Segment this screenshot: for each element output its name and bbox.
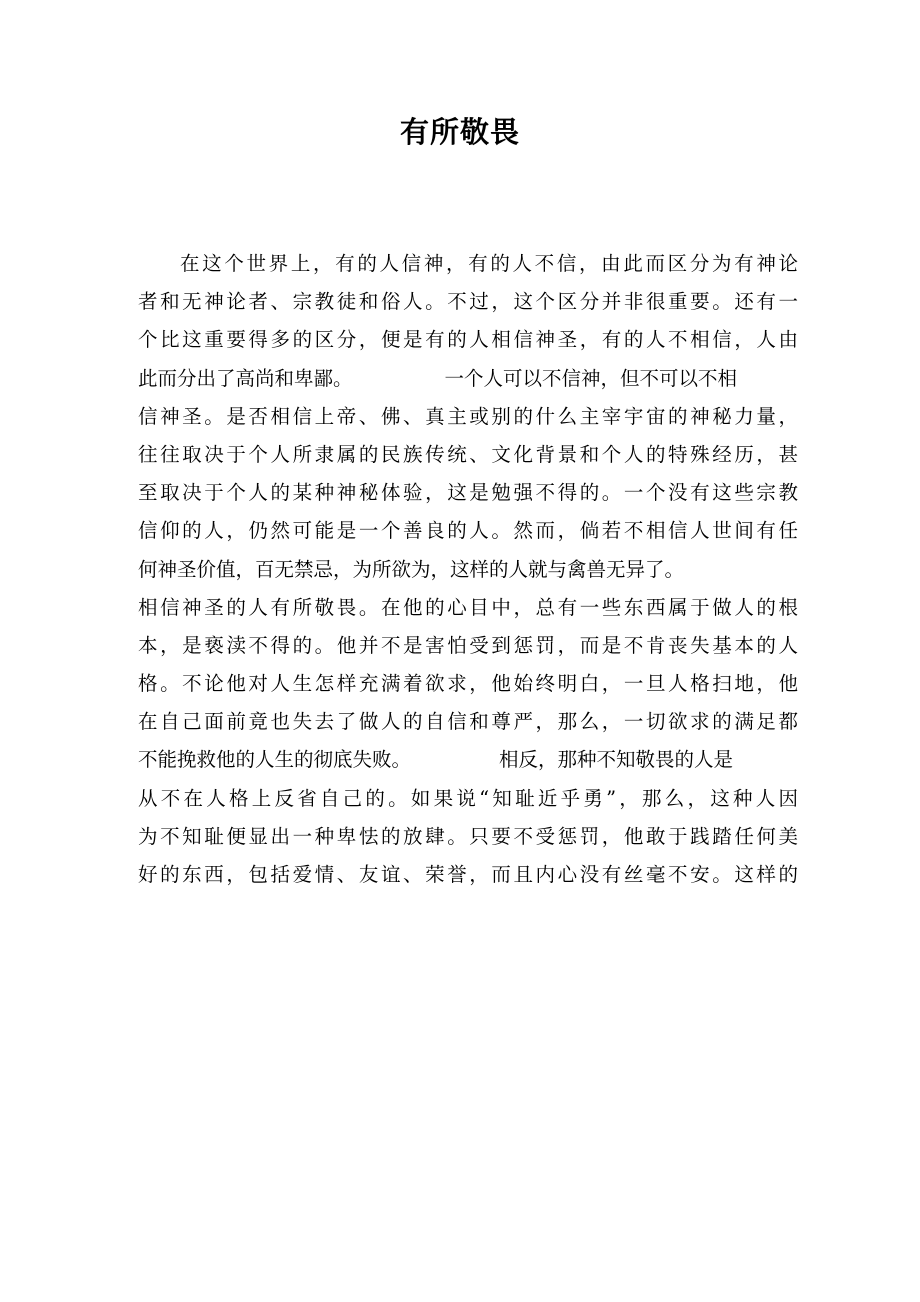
paragraph-line: 至取决于个人的某种神秘体验，这是勉强不得的。一个没有这些宗教 <box>138 481 798 505</box>
paragraph-segment: 一个人可以不信神，但不可以不相 <box>444 366 738 390</box>
paragraph-segment: 此而分出了高尚和卑鄙。 <box>138 366 353 390</box>
paragraph-line: 好的东西，包括爱情、友谊、荣誉，而且内心没有丝毫不安。这样的 <box>138 863 798 886</box>
paragraph-line <box>138 360 798 398</box>
document-title: 有所敬畏 <box>399 115 520 149</box>
paragraph-line: 何神圣价值，百无禁忌，为所欲为，这样的人就与禽兽无异了。 <box>138 557 685 581</box>
paragraph-line: 者和无神论者、宗教徒和俗人。不过，这个区分并非很重要。还有一 <box>138 290 798 314</box>
paragraph-segment: 相反，那种不知敬畏的人是 <box>499 748 734 772</box>
paragraph-line: 信仰的人，仍然可能是一个善良的人。然而，倘若不相信人世间有任 <box>138 519 798 543</box>
paragraph-line: 从不在人格上反省自己的。如果说“知耻近乎勇”，那么，这种人因 <box>138 786 798 810</box>
paragraph-line: 往往取决于个人所隶属的民族传统、文化背景和个人的特殊经历，甚 <box>138 442 798 466</box>
paragraph-line: 在自己面前竟也失去了做人的自信和尊严，那么，一切欲求的满足都 <box>138 710 798 734</box>
paragraph-line: 本，是亵渎不得的。他并不是害怕受到惩罚，而是不肯丧失基本的人 <box>138 633 798 657</box>
paragraph-line <box>138 741 798 779</box>
paragraph-line: 在这个世界上，有的人信神，有的人不信，由此而区分为有神论 <box>180 252 798 275</box>
paragraph-line: 个比这重要得多的区分，便是有的人相信神圣，有的人不相信，人由 <box>138 328 798 352</box>
paragraph-line: 为不知耻便显出一种卑怯的放肆。只要不受惩罚，他敢于践踏任何美 <box>138 824 798 848</box>
paragraph-line: 相信神圣的人有所敬畏。在他的心目中，总有一些东西属于做人的根 <box>138 595 798 619</box>
paragraph-line: 信神圣。是否相信上帝、佛、真主或别的什么主宰宇宙的神秘力量， <box>138 404 798 428</box>
document-body <box>138 245 798 894</box>
paragraph-segment: 不能挽救他的人生的彻底失败。 <box>138 748 412 772</box>
paragraph-line: 格。不论他对人生怎样充满着欲求，他始终明白，一旦人格扫地，他 <box>138 672 798 696</box>
